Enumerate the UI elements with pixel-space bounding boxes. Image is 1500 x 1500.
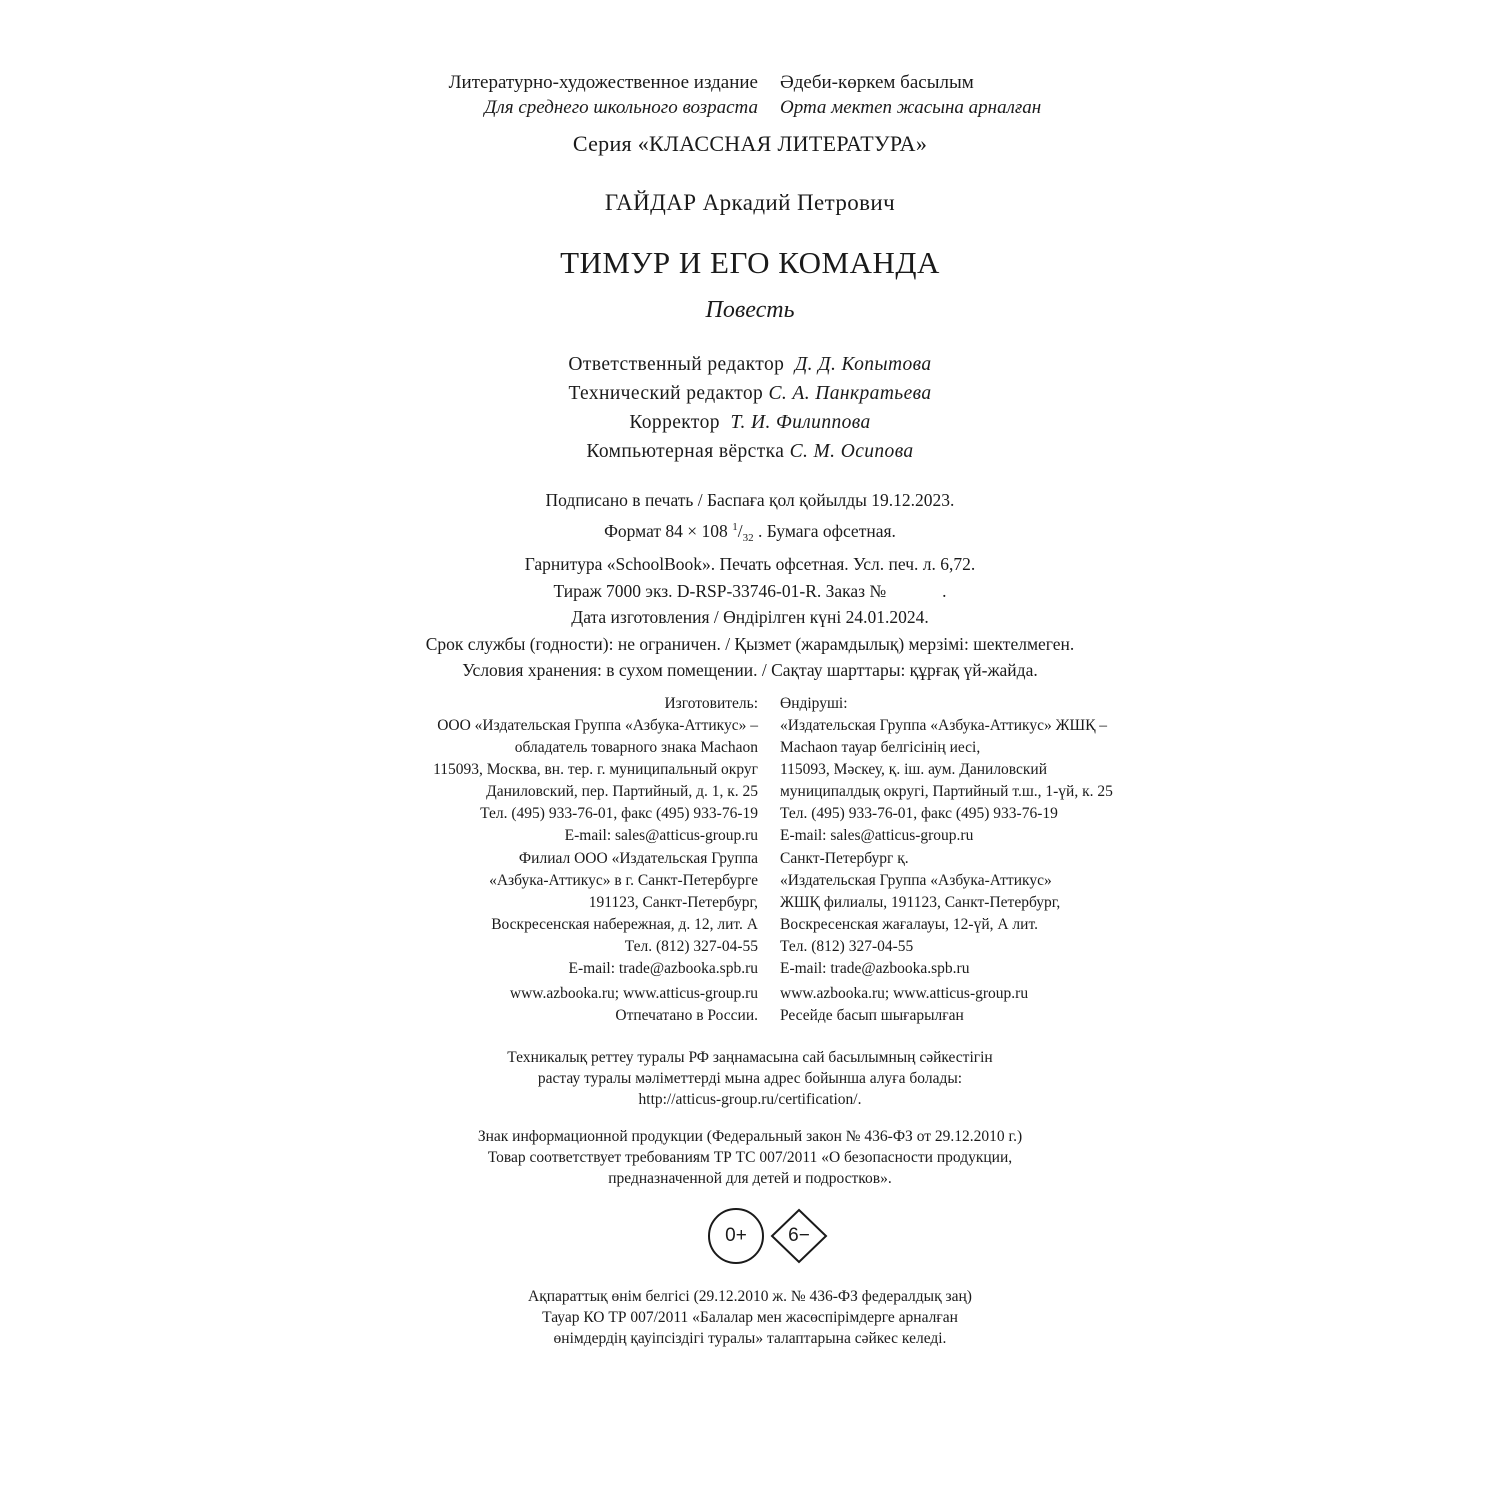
manufacture-date: Дата изготовления / Өндірілген күні 24.01.2024. bbox=[571, 607, 929, 627]
age-rating-badge: 0+ bbox=[708, 1208, 764, 1264]
branch-ru: Филиал ООО «Издательская Группа «Азбука-Аттикус» в г. Санкт-Петербурге 191123, Санкт-Петербург, Воскресенская набережная, д. 12, лит. А Тел. (812) 327-04-55 E-mail: trade@azbooka.spb.ru bbox=[489, 850, 758, 977]
credit-row: Корректор Т. И. Филиппова bbox=[629, 412, 871, 433]
credit-name: С. М. Осипова bbox=[789, 441, 914, 462]
header-left bbox=[449, 70, 758, 120]
manufacturer-ru: Изготовитель: ООО «Издательская Группа «Азбука-Аттикус» – обладатель товарного знака Machaon 115093, Москва, вн. тер. г. муниципальный округ Даниловский, пер. Партийный, д. 1, к. 25 Тел. (495) 933-76-01, факс (495) 933-76-19 E-mail: sales@atticus-group.ru bbox=[433, 695, 758, 844]
author-name: ГАЙДАР Аркадий Петрович bbox=[604, 190, 896, 215]
website-links[interactable]: www.azbooka.ru; www.atticus-group.ru bbox=[509, 985, 758, 1002]
branch-kz: Санкт-Петербург қ. «Издательская Группа «Азбука-Аттикус» ЖШҚ филиалы, 191123, Санкт-Петербург, Воскресенская жағалауы, 12-үй, А лит. Тел. (812) 327-04-55 E-mail: trade@azbooka.spb.ru bbox=[780, 850, 1061, 977]
book-title: ТИМУР И ЕГО КОМАНДА bbox=[560, 245, 940, 280]
format-line: Формат 84 × 108 $^1/_{32}$ . Бумага офсетная. bbox=[604, 520, 896, 544]
age-mark-badge: 6− bbox=[770, 1208, 828, 1264]
typeface-line: Гарнитура «SchoolBook». Печать офсетная. Усл. печ. л. 6,72. bbox=[524, 554, 976, 574]
storage-conditions: Условия хранения: в сухом помещении. / Сақтау шарттары: құрғақ үй-жайда. bbox=[462, 660, 1038, 680]
credit-row: Технический редактор С. А. Панкратьева bbox=[568, 383, 932, 404]
credit-name: С. А. Панкратьева bbox=[768, 383, 932, 404]
notice-kz: Ақпараттық өнім белгісі (29.12.2010 ж. № 436-ФЗ федералдық заң) Тауар КО ТР 007/2011 «Балалар мен жасөспірімдерге арналған өнімдердің қауіпсіздігі туралы» талаптарына сәйкес келеді. bbox=[528, 1288, 972, 1347]
credit-name: Т. И. Филиппова bbox=[730, 412, 871, 433]
shelf-life: Срок службы (годности): не ограничен. / Қызмет (жарамдылық) мерзімі: шектелмеген. bbox=[425, 633, 1075, 654]
web-ru: www.azbooka.ru; www.atticus-group.ru Отпечатано в России. bbox=[509, 985, 758, 1024]
manufacturer-kz: Өндіруші: «Издательская Группа «Азбука-Аттикус» ЖШҚ – Machaon тауар белгісінің иесі, 115093, Мәскеу, қ. іш. аум. Даниловский муниципалдық округі, Партийный т.ш., 1-үй, к. 25 Тел. (495) 933-76-01, факс (495) 933-76-19 E-mail: sales@atticus-group.ru bbox=[780, 695, 1113, 844]
certification-link[interactable]: http://atticus-group.ru/certification/. bbox=[638, 1091, 862, 1108]
edition-type-ru: Литературно-художественное издание bbox=[448, 72, 758, 93]
age-badges bbox=[0, 1208, 1500, 1268]
credit-row: Ответственный редактор Д. Д. Копытова bbox=[568, 354, 932, 375]
notice-ru: Знак информационной продукции (Федеральный закон № 436-ФЗ от 29.12.2010 г.) Товар соответствует требованиям ТР ТС 007/2011 «О безопасности продукции, предназначенной для детей и подростков». bbox=[477, 1128, 1023, 1187]
certification-kz: Техникалық реттеу туралы РФ заңнамасына сай басылымның сәйкестігін растау туралы мәліметтерді мына адрес бойынша алуға болады: http://atticus-group.ru/certification/. bbox=[0, 1047, 1500, 1110]
print-run-line: Тираж 7000 экз. D-RSP-33746-01-R. Заказ № . bbox=[553, 580, 947, 601]
imprint-details bbox=[0, 487, 1500, 684]
signed-date: Подписано в печать / Баспаға қол қойылды 19.12.2023. bbox=[545, 490, 955, 510]
series-name: Серия «КЛАССНАЯ ЛИТЕРАТУРА» bbox=[572, 131, 928, 156]
credit-name: Д. Д. Копытова bbox=[794, 354, 932, 375]
credit-row: Компьютерная вёрстка С. М. Осипова bbox=[586, 441, 914, 462]
edition-type-kz: Әдеби-көркем басылым bbox=[780, 72, 974, 93]
website-links[interactable]: www.azbooka.ru; www.atticus-group.ru bbox=[780, 985, 1029, 1002]
credits bbox=[0, 350, 1500, 466]
book-genre: Повесть bbox=[705, 297, 795, 323]
web-kz: www.azbooka.ru; www.atticus-group.ru Ресейде басып шығарылған bbox=[780, 985, 1029, 1024]
age-kz: Орта мектеп жасына арналған bbox=[780, 97, 1042, 118]
age-ru: Для среднего школьного возраста bbox=[484, 97, 758, 118]
header-right bbox=[780, 70, 1041, 120]
